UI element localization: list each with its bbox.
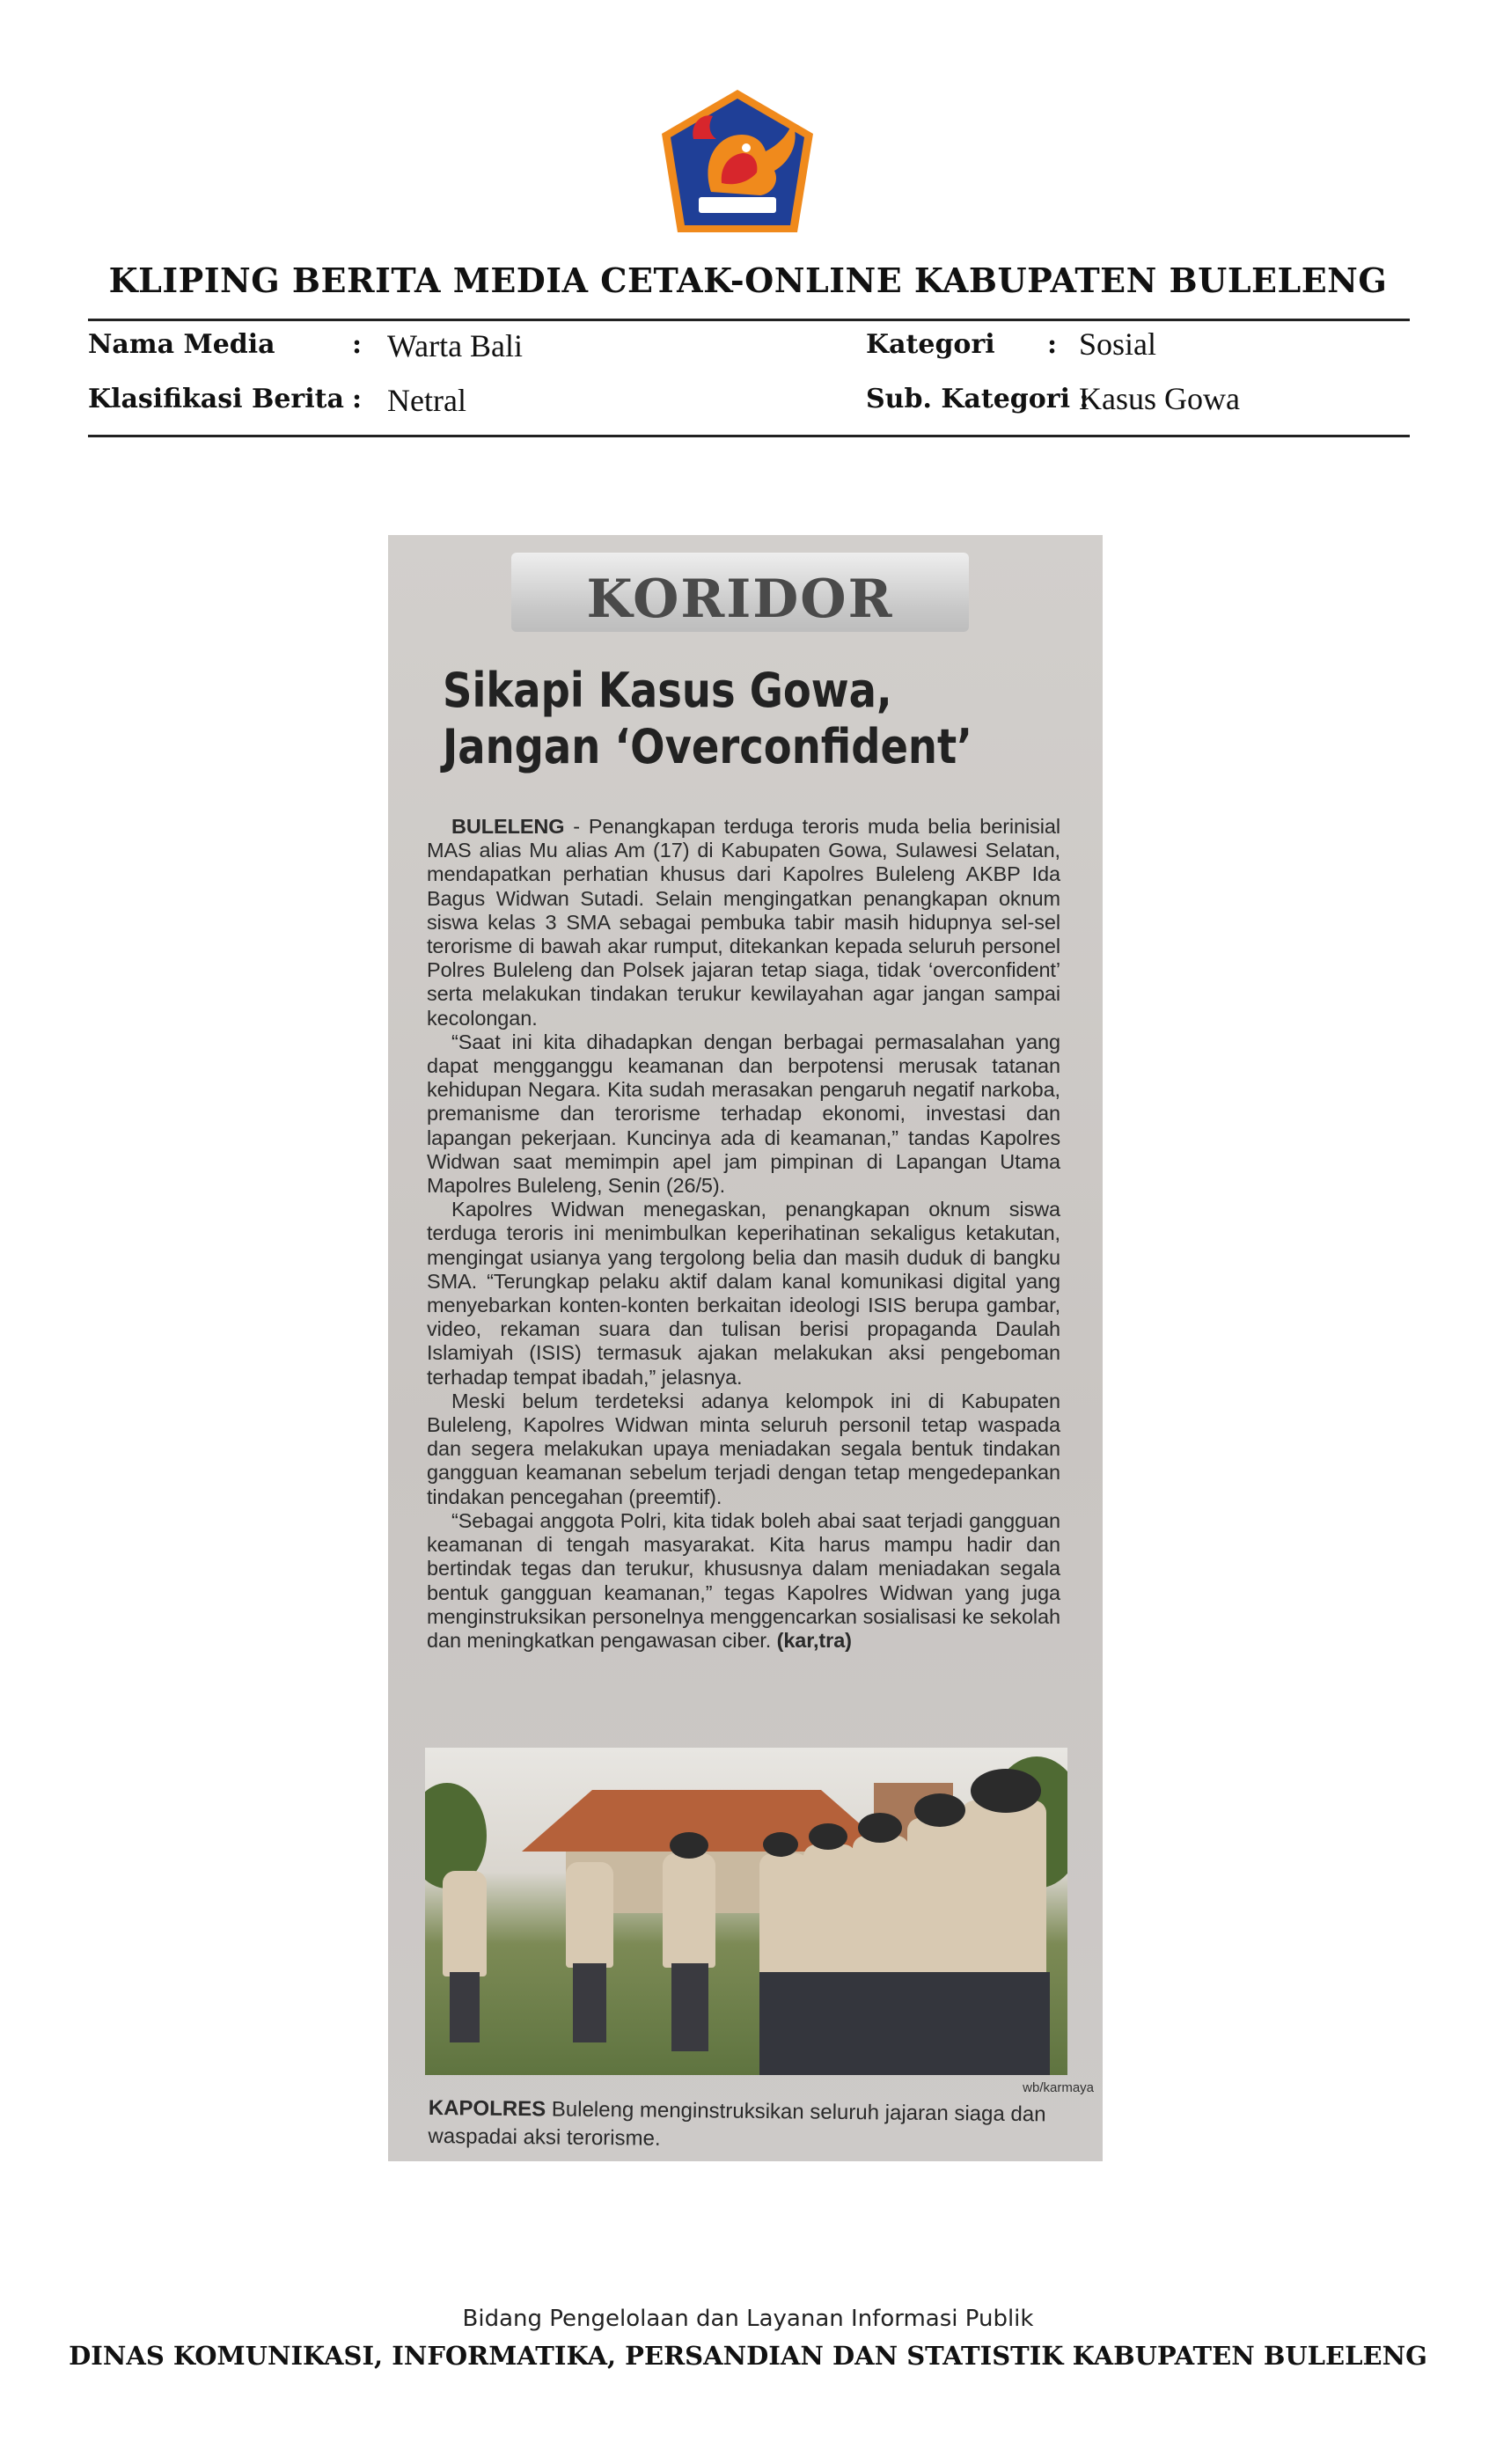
photo-officer-legs	[573, 1963, 606, 2042]
photo-officer	[759, 1853, 809, 1976]
kategori-label: Kategori	[866, 329, 995, 360]
photo-cap	[971, 1769, 1041, 1813]
klasifikasi-colon: :	[352, 384, 363, 414]
document-title: KLIPING BERITA MEDIA CETAK-ONLINE KABUPATEN BULELENG	[108, 260, 1388, 300]
photo-officer-legs	[450, 1972, 480, 2042]
photo-cap	[809, 1823, 847, 1850]
photo-cap	[670, 1832, 708, 1859]
subkategori-label: Sub. Kategori :	[866, 384, 1089, 414]
photo-kapolres	[663, 1853, 715, 1968]
photo-officer	[443, 1871, 487, 1976]
klasifikasi-label: Klasifikasi Berita	[88, 384, 344, 414]
article-paragraph: Kapolres Widwan menegaskan, penangkapan oknum siswa terduga teroris ini menimbulkan keperihatinan sekaligus ketakutan, mengingat usianya yang tergolong belia dan masih duduk di bangku SMA. “Terungkap pelaku aktif dalam kanal komunikasi digital yang menyebarkan konten-konten berkaitan ideologi ISIS berupa gambar, video, rekaman suara dan tulisan berisi propaganda Daulah Islamiyah (ISIS) termasuk ajakan melakukan aksi pengeboman terhadap tempat ibadah,” jelasnya.	[427, 1198, 1060, 1389]
headline-line-2: Jangan ‘Overconfident’	[443, 719, 972, 774]
photo-kapolres-legs	[671, 1963, 708, 2051]
dateline: BULELENG	[451, 815, 565, 838]
article-paragraph: “Sebagai anggota Polri, kita tidak boleh abai saat terjadi gangguan keamanan di tengah masyarakat. Kita harus mampu hadir dan bertindak tegas dan terukur, khususnya dalam meniadakan segala bentuk gangguan keamanan,” tegas Kapolres Widwan yang juga menginstruksikan personelnya menggencarkan sosialisasi ke sekolah dan meningkatkan pengawasan ciber. (kar,tra)	[427, 1508, 1060, 1652]
photo-credit: wb/karmaya	[1023, 2080, 1094, 2095]
article-paragraph: Meski belum terdeteksi adanya kelompok ini di Kabupaten Buleleng, Kapolres Widwan minta seluruh personil tetap waspada dan segera melakukan upaya meniadakan segala bentuk tindakan gangguan keamanan sebelum terjadi dengan tetap mengedepankan tindakan pencegahan (preemtif).	[427, 1389, 1060, 1508]
article-paragraph: “Saat ini kita dihadapkan dengan berbagai permasalahan yang dapat mengganggu keamanan dan berpotensi merusak tatanan kehidupan Negara. Kita sudah merasakan pengaruh negatif narkoba, premanisme dan terorisme terhadap ekonomi, investasi dan lapangan pekerjaan. Kuncinya ada di keamanan,” tandas Kapolres Widwan saat memimpin apel jam pimpinan di Lapangan Utama Mapolres Buleleng, Senin (26/5).	[427, 1030, 1060, 1198]
singa-ambara-raja-logo	[658, 86, 817, 236]
article-headline	[443, 663, 972, 775]
headline-line-1: Sikapi Kasus Gowa,	[443, 663, 892, 718]
header-bottom-rule	[88, 435, 1410, 437]
newspaper-clipping	[388, 535, 1103, 2161]
footer-unit: Bidang Pengelolaan dan Layanan Informasi Publik	[462, 2306, 1034, 2332]
media-colon: :	[352, 329, 363, 360]
photo-officer	[853, 1836, 909, 1985]
article-photo	[425, 1748, 1067, 2075]
media-label: Nama Media	[88, 329, 275, 360]
author-signature: (kar,tra)	[776, 1628, 852, 1652]
photo-cap	[763, 1832, 798, 1857]
photo-officer	[566, 1862, 613, 1968]
subkategori-value: Kasus Gowa	[1079, 381, 1240, 416]
photo-officer	[803, 1844, 856, 1976]
photo-caption: KAPOLRES Buleleng menginstruksikan seluruh jajaran siaga dan waspadai aksi terorisme.	[428, 2096, 1046, 2151]
photo-formation-legs	[759, 1972, 1050, 2075]
photo-cap	[914, 1793, 965, 1827]
footer-agency: DINAS KOMUNIKASI, INFORMATIKA, PERSANDIAN DAN STATISTIK KABUPATEN BULELENG	[69, 2341, 1427, 2371]
photo-cap	[858, 1813, 902, 1843]
header-top-rule	[88, 319, 1410, 321]
kategori-colon: :	[1047, 329, 1058, 360]
rubric-title: KORIDOR	[586, 568, 894, 630]
article-paragraph: BULELENG - Penangkapan terduga teroris muda belia berinisial MAS alias Mu alias Am (17) di Kabupaten Gowa, Sulawesi Selatan, mendapatkan perhatian khusus dari Kapolres Buleleng AKBP Ida Bagus Widwan Sutadi. Selain mengingatkan penangkapan oknum siswa kelas 3 SMA sebagai pembuka tabir masih hidupnya sel-sel terorisme di bawah akar rumput, ditekankan kepada seluruh personel Polres Buleleng dan Polsek jajaran tetap siaga, tidak ‘overconfident’ serta melakukan tindakan terukur kewilayahan agar jangan sampai kecolongan.	[427, 815, 1060, 1030]
klasifikasi-value: Netral	[387, 383, 466, 418]
kategori-value: Sosial	[1079, 326, 1157, 362]
media-value: Warta Bali	[387, 328, 524, 363]
rubric-banner	[511, 553, 969, 632]
